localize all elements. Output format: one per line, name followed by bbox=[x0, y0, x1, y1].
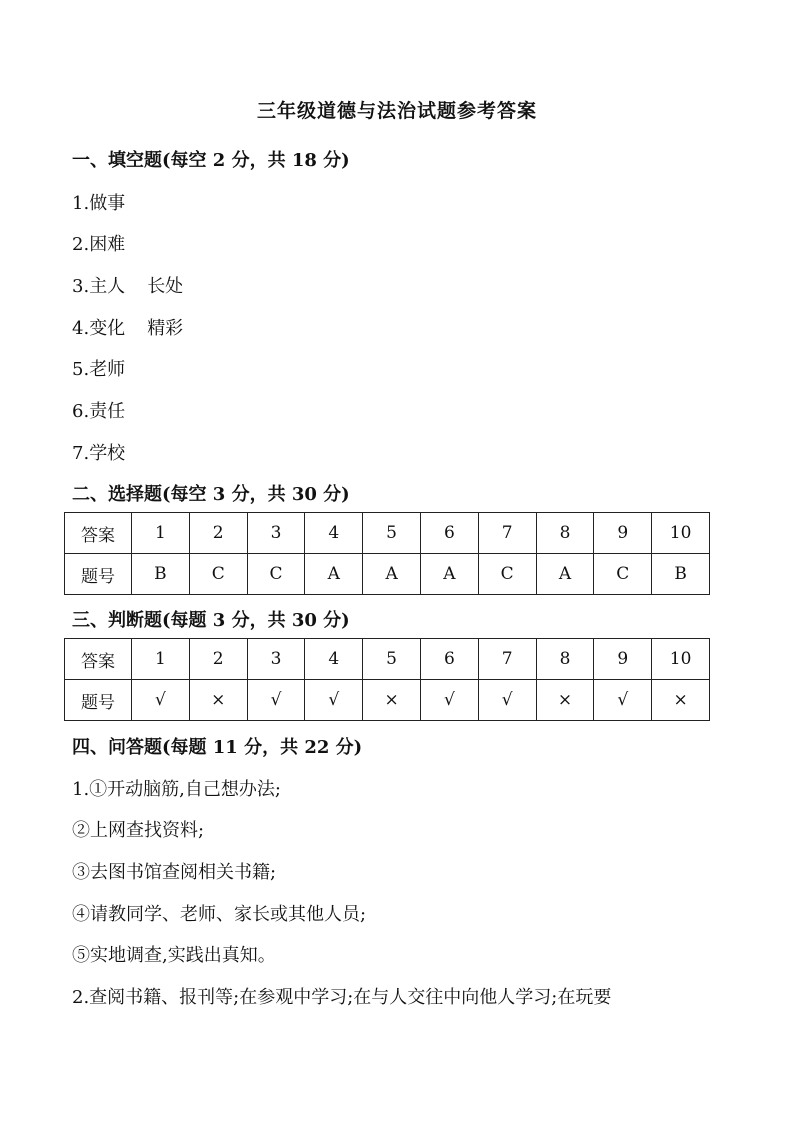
fill-answer-text: 做事 bbox=[89, 193, 126, 214]
table-cell: A bbox=[363, 554, 421, 595]
table-cell: √ bbox=[594, 680, 652, 721]
table-cell: C bbox=[594, 554, 652, 595]
fill-answer-3 bbox=[72, 272, 183, 298]
table-cell: B bbox=[652, 554, 710, 595]
fill-answer-text: 主人 bbox=[89, 276, 126, 297]
table-cell: 10 bbox=[652, 513, 710, 554]
section-4-heading: 四、问答题(每题 11 分，共 22 分) bbox=[72, 737, 363, 758]
table-cell: C bbox=[247, 554, 305, 595]
fill-answer-4 bbox=[72, 314, 183, 340]
fill-answer-number: 3. bbox=[72, 276, 90, 297]
table-row bbox=[65, 554, 710, 595]
judgement-answer-table bbox=[64, 638, 710, 721]
table-cell: 2 bbox=[189, 513, 247, 554]
table-cell: 5 bbox=[363, 513, 421, 554]
fill-answer-number: 2. bbox=[72, 234, 90, 255]
table-cell: A bbox=[305, 554, 363, 595]
fill-answer-text: 变化 bbox=[89, 318, 126, 339]
table-cell: × bbox=[189, 680, 247, 721]
table-cell: × bbox=[652, 680, 710, 721]
table-cell: 2 bbox=[189, 639, 247, 680]
fill-answer-2 bbox=[72, 230, 125, 256]
section-1-heading: 一、填空题(每空 2 分，共 18 分) bbox=[72, 150, 350, 171]
essay-answer-line: ⑤实地调查,实践出真知。 bbox=[72, 945, 276, 966]
essay-answer-line: ③去图书馆查阅相关书籍; bbox=[72, 862, 277, 883]
fill-answer-number: 4. bbox=[72, 318, 90, 339]
table-row-label: 题号 bbox=[65, 554, 132, 595]
table-cell: 6 bbox=[420, 639, 478, 680]
table-cell: 3 bbox=[247, 639, 305, 680]
table-cell: √ bbox=[247, 680, 305, 721]
table-row bbox=[65, 680, 710, 721]
table-cell: 8 bbox=[536, 639, 594, 680]
table-cell: √ bbox=[478, 680, 536, 721]
fill-answer-text: 困难 bbox=[89, 234, 126, 255]
table-cell: 5 bbox=[363, 639, 421, 680]
table-cell: 10 bbox=[652, 639, 710, 680]
table-cell: 4 bbox=[305, 639, 363, 680]
table-row bbox=[65, 513, 710, 554]
table-cell: 1 bbox=[132, 639, 190, 680]
essay-answer-line: 1.①开动脑筋,自己想办法; bbox=[72, 779, 281, 800]
essay-answer-line: ②上网查找资料; bbox=[72, 820, 205, 841]
table-row bbox=[65, 639, 710, 680]
table-cell: 9 bbox=[594, 639, 652, 680]
table-cell: 7 bbox=[478, 513, 536, 554]
table-cell: B bbox=[132, 554, 190, 595]
fill-answer-5 bbox=[72, 355, 125, 381]
table-row-label: 题号 bbox=[65, 680, 132, 721]
fill-answer-number: 5. bbox=[72, 359, 90, 380]
page-title: 三年级道德与法治试题参考答案 bbox=[256, 100, 537, 122]
fill-answer-number: 7. bbox=[72, 443, 90, 464]
fill-answer-text: 责任 bbox=[89, 401, 126, 422]
table-cell: 4 bbox=[305, 513, 363, 554]
section-3-heading: 三、判断题(每题 3 分，共 30 分) bbox=[72, 610, 350, 631]
fill-answer-7 bbox=[72, 439, 125, 465]
table-cell: √ bbox=[305, 680, 363, 721]
choice-answer-table bbox=[64, 512, 710, 595]
fill-answer-number: 6. bbox=[72, 401, 90, 422]
table-row-label: 答案 bbox=[65, 513, 132, 554]
table-cell: × bbox=[363, 680, 421, 721]
table-cell: C bbox=[478, 554, 536, 595]
fill-answer-text: 学校 bbox=[89, 443, 126, 464]
table-cell: × bbox=[536, 680, 594, 721]
fill-answer-1 bbox=[72, 189, 125, 215]
fill-answer-text: 长处 bbox=[147, 276, 184, 297]
table-cell: 7 bbox=[478, 639, 536, 680]
table-cell: √ bbox=[420, 680, 478, 721]
section-2-heading: 二、选择题(每空 3 分，共 30 分) bbox=[72, 484, 350, 505]
essay-answer-line: ④请教同学、老师、家长或其他人员; bbox=[72, 904, 367, 925]
fill-answer-6 bbox=[72, 397, 125, 423]
table-cell: 1 bbox=[132, 513, 190, 554]
fill-answer-number: 1. bbox=[72, 193, 90, 214]
fill-answer-text: 老师 bbox=[89, 359, 126, 380]
table-cell: √ bbox=[132, 680, 190, 721]
table-cell: C bbox=[189, 554, 247, 595]
table-cell: 6 bbox=[420, 513, 478, 554]
table-cell: 8 bbox=[536, 513, 594, 554]
table-cell: A bbox=[536, 554, 594, 595]
essay-answer-line: 2.查阅书籍、报刊等;在参观中学习;在与人交往中向他人学习;在玩要 bbox=[72, 987, 612, 1008]
fill-answer-text: 精彩 bbox=[147, 318, 184, 339]
table-cell: A bbox=[420, 554, 478, 595]
table-row-label: 答案 bbox=[65, 639, 132, 680]
table-cell: 9 bbox=[594, 513, 652, 554]
table-cell: 3 bbox=[247, 513, 305, 554]
